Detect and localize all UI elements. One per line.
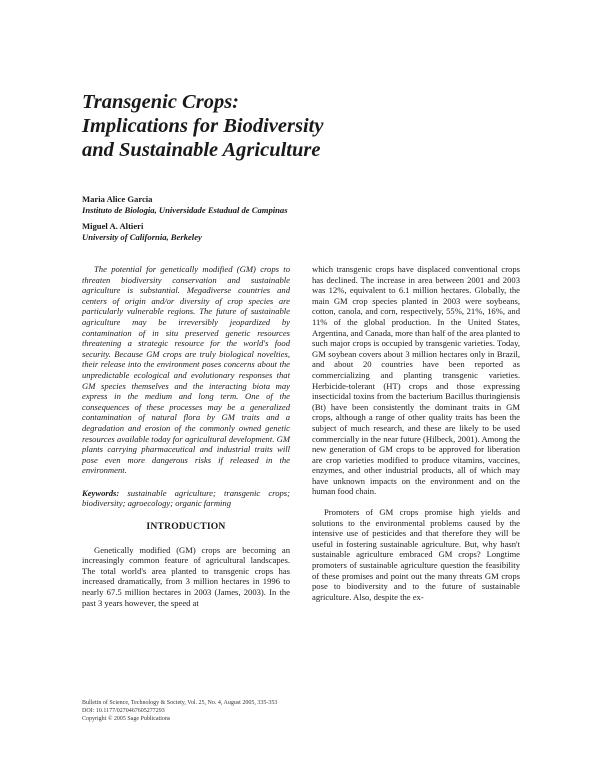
title-line-2: Implications for Biodiversity <box>82 115 324 137</box>
section-heading-introduction: INTRODUCTION <box>146 521 226 533</box>
left-column <box>82 264 290 608</box>
author-block <box>82 194 542 242</box>
article-title <box>82 90 522 162</box>
author-name-1: Maria Alice Garcia <box>82 194 153 204</box>
doi-line: DOI: 10.1177/0270467605277293 <box>82 707 165 714</box>
abstract: The potential for genetically modified (GM) crops to threaten biodiversity conservation and sustainable agriculture is substantial. Megadiverse countries and centers of origin and/or diversity of crop species are particularly vulnerable regions. The future of sustainable agriculture may be irreversibly jeopardized by contamination of in situ preserved genetic resources threatening a strategic resource for the world's food security. Because GM crops are truly biological novelties, their release into the environment poses concerns about the unpredictable ecological and evolutionary responses that GM species themselves and the interacting biota may express in the medium and long term. One of the consequences of these processes may be a generalized contamination of natural flora by GM traits and a degradation and erosion of the commonly owned genetic resources available today for agricultural development. GM plants carrying pharmaceutical and industrial traits will pose even more dangerous risks if released in the environment. <box>82 264 290 476</box>
keywords-line <box>82 488 290 509</box>
author-affiliation-1: Instituto de Biologia, Universidade Estadual de Campinas <box>82 204 288 215</box>
keywords-label: Keywords: <box>82 487 120 498</box>
body-paragraph-continued: which transgenic crops have displaced conventional crops has declined. The increase in area between 2001 and 2003 was 12%, equivalent to 6.1 million hectares. Globally, the main GM crop species planted in 2003 were soybeans, cotton, canola, and corn, respectively, 55%, 21%, 16%, and 11% of the global production. In the United States, Argentina, and Canada, more than half of the area planted to such major crops is occupied by transgenic varieties. Today, GM soybean covers about 3 million hectares only in Brazil, and about 20 countries have been reported as commercializing and planting transgenic varieties. Herbicide-tolerant (HT) crops and those expressing insecticidal toxins from the bacterium Bacillus thuringiensis (Bt) have been consistently the dominant traits in GM crops, although a range of other quality traits has been the subject of much research, and these are likely to be used commercially in the near future (Hilbeck, 2001). Among the new generation of GM crops to be approved for liberation are crop varieties modified to produce vitamins, vaccines, enzymes, and other industrial products, all of which may have unknown impacts on the environment and on the human food chain. <box>312 264 520 497</box>
author-name-2: Miguel A. Altieri <box>82 221 144 232</box>
copyright-line: Copyright © 2005 Sage Publications <box>82 715 171 722</box>
author-affiliation-2: University of California, Berkeley <box>82 231 202 242</box>
body-paragraph-2: Promoters of GM crops promise high yields and solutions to the environmental problems caused by the intensive use of pesticides and that therefore they will be useful in fostering sustainable agriculture. But, why hasn't sustainable agriculture embraced GM crops? Longtime promoters of sustainable agriculture question the feasibility of these promises and point out the many threats GM crops pose to biodiversity and to the future of sustainable agriculture. Also, despite the ex- <box>312 507 520 602</box>
title-line-1: Transgenic Crops: <box>82 91 239 113</box>
keywords-text: sustainable agriculture; transgenic crops; biodiversity; agroecology; organic farming <box>82 487 290 509</box>
page-footer <box>82 700 277 723</box>
title-line-3: and Sustainable Agriculture <box>82 139 321 161</box>
intro-paragraph-1: Genetically modified (GM) crops are becoming an increasingly common feature of agricultural landscapes. The total world's area planted to transgenic crops has increased dramatically, from 3 million hectares in 1996 to nearly 67.5 million hectares in 2003 (James, 2003). In the past 3 years however, the speed at <box>82 544 290 608</box>
right-column <box>312 264 520 602</box>
journal-citation: Bulletin of Science, Technology & Society, Vol. 25, No. 4, August 2005, 335-353 <box>82 700 278 706</box>
